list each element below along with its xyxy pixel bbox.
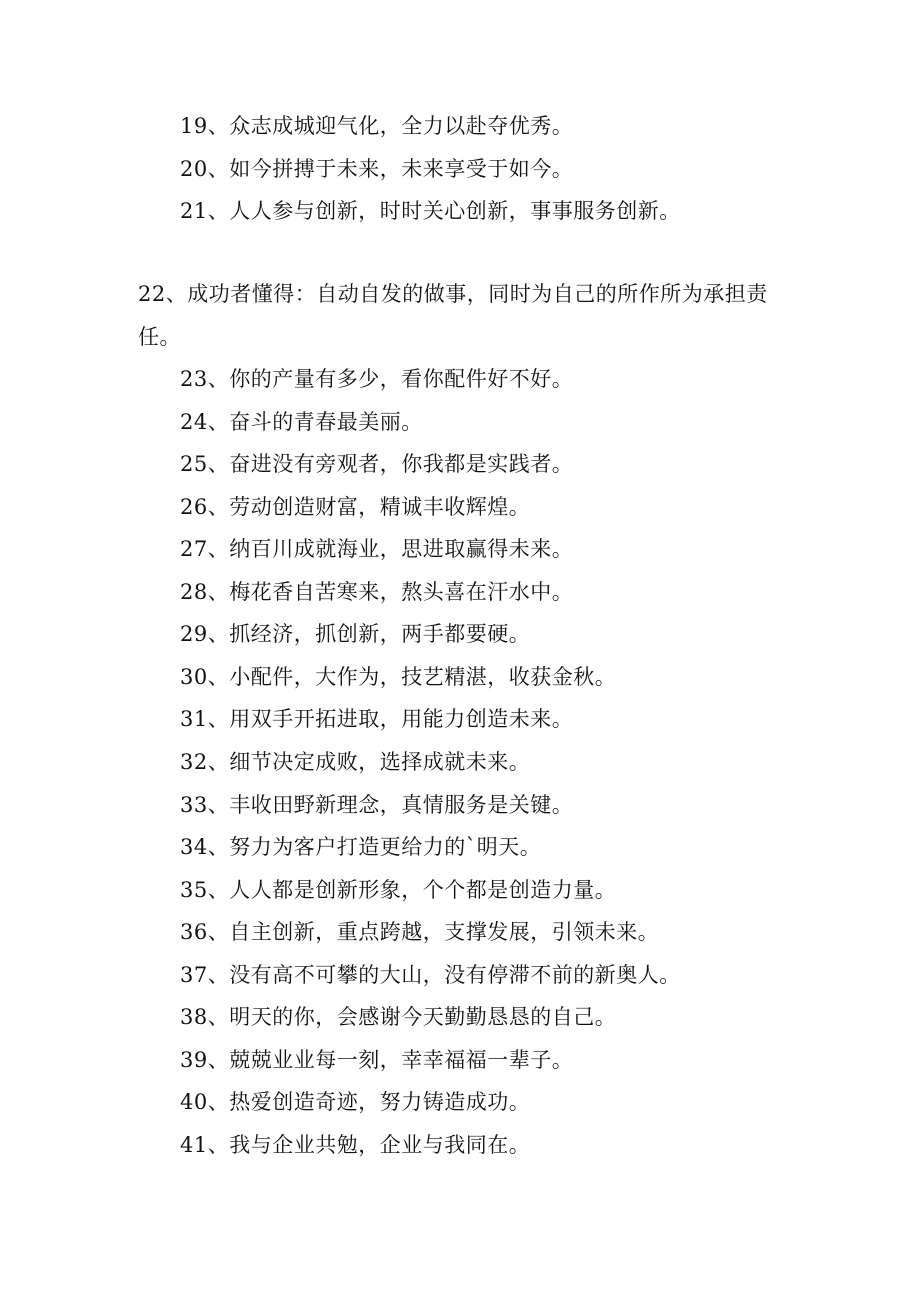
list-item [180, 705, 573, 733]
item-separator: 、 [207, 537, 230, 562]
item-text-continued: 任。 [138, 325, 181, 349]
list-item [180, 112, 573, 140]
item-separator: 、 [207, 749, 230, 774]
list-item [180, 493, 530, 521]
list-item-22-line-2 [138, 323, 181, 351]
item-number: 40 [180, 1090, 208, 1115]
item-number: 35 [180, 877, 208, 902]
list-item [180, 833, 541, 861]
item-number: 27 [180, 537, 208, 562]
item-separator: 、 [207, 579, 230, 604]
item-separator: 、 [207, 156, 230, 181]
item-separator: 、 [207, 409, 230, 434]
item-text: 细节决定成败，选择成就未来。 [229, 749, 531, 774]
list-item [180, 578, 573, 606]
item-number: 25 [180, 452, 208, 477]
item-number: 37 [180, 962, 208, 987]
item-text: 你的产量有多少，看你配件好不好。 [229, 367, 574, 391]
list-item [180, 408, 423, 436]
item-text: 众志成城迎气化，全力以赴夺优秀。 [229, 114, 574, 138]
list-item [180, 876, 616, 904]
item-text: 没有高不可攀的大山，没有停滞不前的新奥人。 [229, 962, 681, 987]
list-item [180, 918, 659, 946]
item-number: 39 [180, 1047, 208, 1072]
item-text: 成功者懂得：自动自发的做事，同时为自己的所作所为承担责 [187, 282, 768, 306]
list-item [180, 535, 573, 563]
item-number: 29 [180, 622, 208, 647]
list-item [180, 791, 573, 819]
item-text: 丰收田野新理念，真情服务是关键。 [229, 792, 574, 817]
item-number: 26 [180, 494, 208, 519]
item-separator: 、 [207, 920, 230, 945]
item-number: 28 [180, 579, 208, 604]
item-number: 20 [180, 156, 208, 181]
item-text: 用双手开拓进取，用能力创造未来。 [229, 707, 574, 732]
item-separator: 、 [207, 367, 230, 391]
item-number: 19 [180, 114, 208, 138]
item-text: 明天的你，会感谢今天勤勤恳恳的自己。 [229, 1005, 617, 1030]
item-separator: 、 [207, 664, 230, 689]
list-item [180, 663, 616, 691]
item-text: 热爱创造奇迹，努力铸造成功。 [229, 1090, 531, 1115]
item-number: 24 [180, 409, 208, 434]
item-number: 21 [180, 199, 208, 223]
item-text: 梅花香自苦寒来，熬头喜在汗水中。 [229, 579, 574, 604]
list-item-22-line-1 [138, 280, 768, 308]
item-number: 41 [180, 1132, 208, 1157]
item-text: 如今拼搏于未来，未来享受于如今。 [229, 156, 574, 181]
item-separator: 、 [207, 877, 230, 902]
list-item [180, 450, 573, 478]
list-item [180, 1003, 616, 1031]
item-number: 34 [180, 835, 208, 860]
item-text: 劳动创造财富，精诚丰收辉煌。 [229, 494, 531, 519]
item-separator: 、 [207, 622, 230, 647]
item-separator: 、 [207, 114, 230, 138]
item-number: 36 [180, 920, 208, 945]
item-separator: 、 [207, 835, 230, 860]
item-separator: 、 [207, 707, 230, 732]
list-item [180, 365, 573, 393]
item-number: 32 [180, 749, 208, 774]
item-text: 人人参与创新，时时关心创新，事事服务创新。 [229, 199, 681, 223]
item-number: 22 [138, 282, 166, 306]
item-separator: 、 [207, 792, 230, 817]
item-text: 奋斗的青春最美丽。 [229, 409, 423, 434]
item-number: 33 [180, 792, 208, 817]
item-separator: 、 [207, 1005, 230, 1030]
item-text: 兢兢业业每一刻，幸幸福福一辈子。 [229, 1047, 574, 1072]
item-separator: 、 [165, 282, 188, 306]
item-text: 自主创新，重点跨越，支撑发展，引领未来。 [229, 920, 660, 945]
item-separator: 、 [207, 962, 230, 987]
item-text: 人人都是创新形象，个个都是创造力量。 [229, 877, 617, 902]
list-item [180, 1131, 530, 1159]
list-item [180, 1088, 530, 1116]
list-item [180, 1046, 573, 1074]
item-separator: 、 [207, 199, 230, 223]
list-item [180, 748, 530, 776]
list-item [180, 620, 530, 648]
item-text: 奋进没有旁观者，你我都是实践者。 [229, 452, 574, 477]
item-separator: 、 [207, 1090, 230, 1115]
item-number: 31 [180, 707, 208, 732]
item-number: 30 [180, 664, 208, 689]
item-separator: 、 [207, 452, 230, 477]
item-separator: 、 [207, 1132, 230, 1157]
item-text: 抓经济，抓创新，两手都要硬。 [229, 622, 531, 647]
item-separator: 、 [207, 1047, 230, 1072]
list-item [180, 155, 573, 183]
item-number: 38 [180, 1005, 208, 1030]
item-separator: 、 [207, 494, 230, 519]
item-number: 23 [180, 367, 208, 391]
item-text: 纳百川成就海业，思进取赢得未来。 [229, 537, 574, 562]
list-item [180, 197, 681, 225]
item-text: 小配件，大作为，技艺精湛，收获金秋。 [229, 664, 617, 689]
list-item [180, 961, 681, 989]
item-text: 我与企业共勉，企业与我同在。 [229, 1132, 531, 1157]
item-text: 努力为客户打造更给力的`明天。 [229, 835, 542, 860]
